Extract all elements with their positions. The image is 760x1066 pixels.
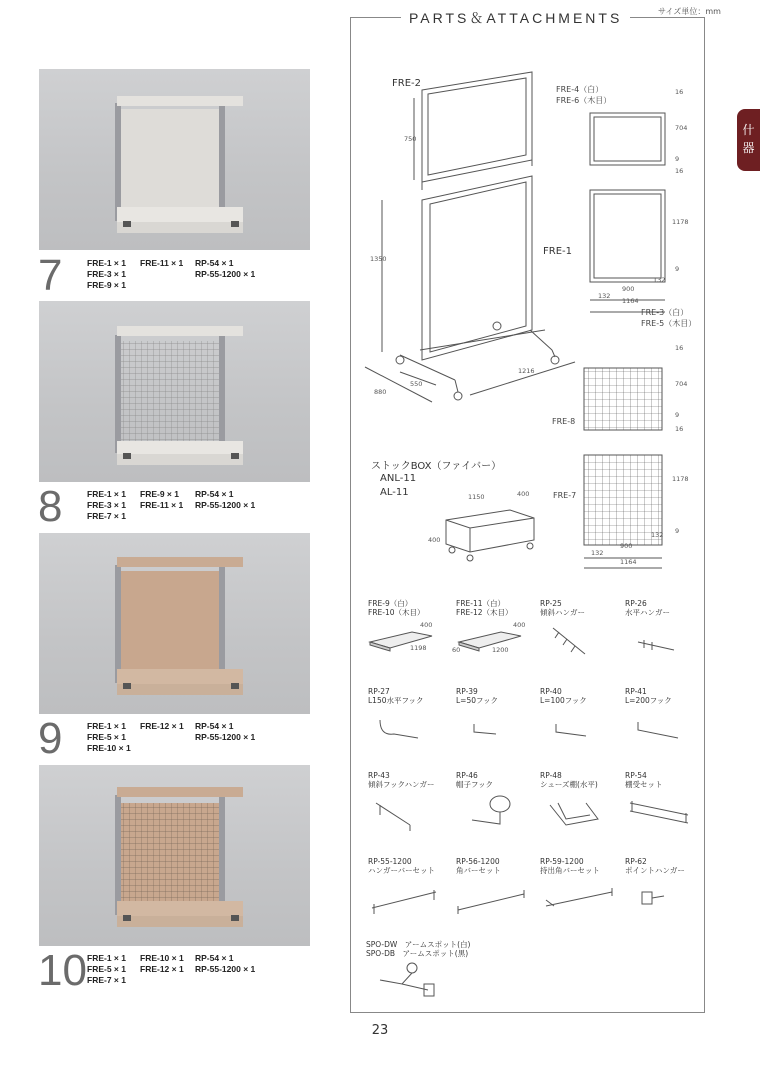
shoe-shelf-icon <box>546 795 606 835</box>
hanger-icon <box>632 620 682 660</box>
dim-fre9-1198: 1198 <box>410 644 427 652</box>
part-item: RP-54 × 1 <box>195 721 234 731</box>
fre1-frame <box>422 176 532 360</box>
dim-900b: 900 <box>620 542 633 550</box>
hanger-icon <box>545 620 595 660</box>
dim-1178a: 1178 <box>672 218 689 226</box>
fre3-panel <box>590 190 665 282</box>
label-fre5: FRE-5（木目） <box>641 319 697 328</box>
dim-1216: 1216 <box>518 367 535 375</box>
shelf-bracket-icon <box>626 795 696 831</box>
dim-132b: 132 <box>653 276 666 284</box>
dim-fre11-400: 400 <box>513 621 526 629</box>
point-hanger-icon <box>632 882 672 918</box>
dim-704a: 704 <box>675 124 688 132</box>
dim-132c: 132 <box>591 549 604 557</box>
dim-132a: 132 <box>598 292 611 300</box>
part-item: FRE-7 × 1 <box>87 511 126 521</box>
part-item: FRE-3 × 1 <box>87 269 126 279</box>
dim-9b: 9 <box>675 265 680 273</box>
side-tab-label-2: 器 <box>742 141 755 155</box>
acc-label-spo: SPO-DW アームスポット(白) SPO-DB アームスポット(黒) <box>366 940 471 958</box>
hook-icon <box>374 710 424 746</box>
acc-label-rp54: RP-54 棚受セット <box>625 771 663 789</box>
square-bar-icon <box>452 880 532 924</box>
dim-704b: 704 <box>675 380 688 388</box>
part-item: RP-55-1200 × 1 <box>195 964 256 974</box>
fre8-mesh <box>584 368 662 430</box>
set-number-7: 7 <box>38 251 63 300</box>
part-item: RP-54 × 1 <box>195 953 234 963</box>
acc-label-rp56: RP-56-1200 角バーセット <box>456 857 501 875</box>
dim-9d: 9 <box>675 527 680 535</box>
part-item: RP-54 × 1 <box>195 258 234 268</box>
dim-400a: 400 <box>517 490 530 498</box>
acc-label-fre11: FRE-11（白） FRE-12（木目） <box>456 599 513 617</box>
hanger-bar-icon <box>366 880 446 924</box>
part-item: RP-55-1200 × 1 <box>195 500 256 510</box>
dim-16d: 16 <box>675 425 684 433</box>
label-fre8: FRE-8 <box>552 417 576 426</box>
set-number-10: 10 <box>38 946 87 995</box>
dim-1164a: 1164 <box>622 297 639 305</box>
part-item: RP-55-1200 × 1 <box>195 269 256 279</box>
part-item: FRE-5 × 1 <box>87 732 126 742</box>
dim-400b: 400 <box>428 536 441 544</box>
acc-label-rp59: RP-59-1200 持出角バーセット <box>540 857 600 875</box>
acc-label-rp62: RP-62 ポイントハンガー <box>625 857 685 875</box>
page-number: 23 <box>371 1023 389 1038</box>
acc-label-rp41: RP-41 L=200フック <box>625 687 672 705</box>
label-fre3: FRE-3（白） <box>641 308 689 317</box>
dim-16b: 16 <box>675 167 684 175</box>
dim-900a: 900 <box>622 285 635 293</box>
part-item: RP-54 × 1 <box>195 489 234 499</box>
label-fre4: FRE-4（白） <box>556 85 604 94</box>
page-title: PARTS＆ATTACHMENTS <box>401 8 630 28</box>
hook-hanger-icon <box>370 795 420 835</box>
part-item: RP-55-1200 × 1 <box>195 732 256 742</box>
part-item: FRE-1 × 1 <box>87 258 126 268</box>
dim-880: 880 <box>374 388 387 396</box>
dim-fre11-1200: 1200 <box>492 646 509 654</box>
dim-16a: 16 <box>675 88 684 96</box>
acc-label-rp43: RP-43 傾斜フックハンガー <box>368 771 435 789</box>
acc-label-rp55: RP-55-1200 ハンガーバーセット <box>368 857 435 875</box>
part-item: FRE-1 × 1 <box>87 953 126 963</box>
part-item: FRE-11 × 1 <box>140 500 184 510</box>
hat-hook-icon <box>462 790 522 836</box>
arm-spot-icon <box>372 960 442 1000</box>
part-item: FRE-9 × 1 <box>140 489 179 499</box>
label-fre2: FRE-2 <box>392 78 421 89</box>
part-item: FRE-12 × 1 <box>140 964 184 974</box>
part-item: FRE-10 × 1 <box>140 953 184 963</box>
acc-label-rp39: RP-39 L=50フック <box>456 687 498 705</box>
set-number-8: 8 <box>38 482 63 531</box>
label-anl11: ANL-11 <box>380 473 417 484</box>
label-fre6: FRE-6（木目） <box>556 96 612 105</box>
label-stock-box: ストックBOX（ファイバー） <box>371 461 502 472</box>
label-fre1: FRE-1 <box>543 246 572 257</box>
acc-label-rp25: RP-25 傾斜ハンガー <box>540 599 585 617</box>
dim-1150: 1150 <box>468 493 485 501</box>
dim-750: 750 <box>404 135 417 143</box>
side-tab-label-1: 什 <box>742 123 755 137</box>
square-bar-icon <box>540 880 620 924</box>
acc-label-rp40: RP-40 L=100フック <box>540 687 587 705</box>
fre4-panel <box>590 113 665 165</box>
hook-icon <box>632 710 682 746</box>
label-fre7: FRE-7 <box>553 491 577 500</box>
dim-1178b: 1178 <box>672 475 689 483</box>
dim-1164b: 1164 <box>620 558 637 566</box>
part-item: FRE-1 × 1 <box>87 721 126 731</box>
part-item: FRE-3 × 1 <box>87 500 126 510</box>
fre2-frame <box>422 72 532 182</box>
dim-132d: 132 <box>651 531 664 539</box>
acc-label-rp27: RP-27 L150水平フック <box>368 687 424 705</box>
part-item: FRE-10 × 1 <box>87 743 131 753</box>
unit-note: サイズ単位：mm <box>658 7 721 16</box>
part-item: FRE-5 × 1 <box>87 964 126 974</box>
part-item: FRE-9 × 1 <box>87 280 126 290</box>
set-number-9: 9 <box>38 714 63 763</box>
part-item: FRE-11 × 1 <box>140 258 184 268</box>
acc-label-rp26: RP-26 水平ハンガー <box>625 599 670 617</box>
part-item: FRE-7 × 1 <box>87 975 126 985</box>
acc-label-rp46: RP-46 帽子フック <box>456 771 493 789</box>
acc-label-rp48: RP-48 シューズ棚(水平) <box>540 771 598 789</box>
dim-fre11-60: 60 <box>452 646 461 654</box>
acc-label-fre9: FRE-9（白） FRE-10（木目） <box>368 599 425 617</box>
label-al11: AL-11 <box>380 487 409 498</box>
dim-550: 550 <box>410 380 423 388</box>
hook-icon <box>548 710 598 746</box>
part-item: FRE-12 × 1 <box>140 721 184 731</box>
dim-fre9-400: 400 <box>420 621 433 629</box>
dim-16c: 16 <box>675 344 684 352</box>
dim-9c: 9 <box>675 411 680 419</box>
dim-1350: 1350 <box>370 255 387 263</box>
part-item: FRE-1 × 1 <box>87 489 126 499</box>
hook-icon <box>464 710 514 746</box>
stock-box <box>446 510 534 552</box>
dim-9a: 9 <box>675 155 680 163</box>
